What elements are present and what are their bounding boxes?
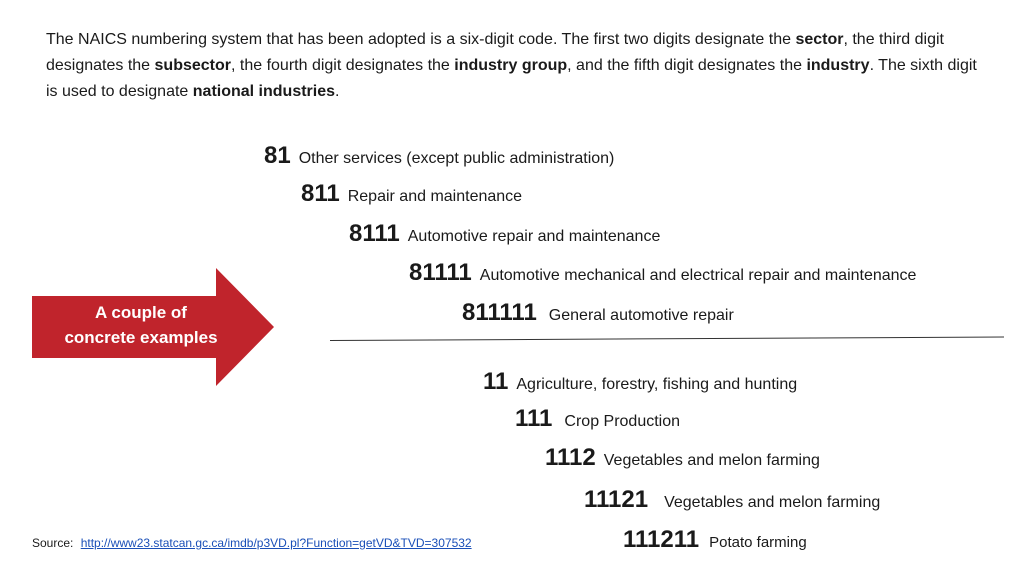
callout-line-1: A couple of (95, 303, 187, 322)
naics-description: Vegetables and melon farming (664, 494, 881, 511)
source-citation (32, 536, 472, 550)
naics-description: Automotive repair and maintenance (407, 228, 661, 245)
examples-divider (330, 336, 1004, 341)
example2-row-subsector (515, 405, 680, 433)
example1-row-industry-group (349, 220, 660, 248)
naics-description: Agriculture, forestry, fishing and hunting (516, 376, 798, 393)
naics-description: Vegetables and melon farming (603, 452, 820, 469)
naics-description: Other services (except public administration) (298, 150, 615, 167)
intro-paragraph (46, 27, 986, 105)
callout-line-2: concrete examples (64, 328, 218, 347)
naics-description: Repair and maintenance (347, 188, 523, 205)
example2-row-national-industry (623, 526, 807, 554)
term-sector: sector (795, 31, 844, 48)
intro-text: . The sixth digit is used to designate (46, 57, 977, 100)
example2-row-sector (483, 368, 797, 396)
term-national-industries: national industries (192, 83, 336, 100)
intro-text: , and the fifth digit designates the (567, 57, 807, 74)
example1-row-sector (264, 142, 614, 170)
intro-text: , the third digit designates the (46, 31, 944, 74)
term-industry: industry (806, 57, 870, 74)
naics-code: 81111 (409, 259, 472, 286)
intro-text: The NAICS numbering system that has been adopted is a six-digit code. The first two digits designate the (46, 31, 796, 48)
naics-description: Potato farming (709, 534, 807, 551)
naics-code: 811 (301, 180, 340, 207)
naics-code: 11121 (584, 486, 649, 513)
example1-row-industry (409, 259, 916, 287)
example2-row-industry-group (545, 444, 820, 472)
naics-description: General automotive repair (548, 307, 734, 324)
naics-code: 1112 (545, 444, 596, 471)
intro-text: . (335, 83, 340, 100)
naics-code: 111211 (623, 526, 700, 553)
example1-row-national-industry (462, 299, 734, 327)
example1-row-subsector (301, 180, 522, 208)
source-label: Source: (32, 536, 74, 550)
naics-code: 11 (483, 368, 509, 395)
term-subsector: subsector (154, 57, 231, 74)
example2-row-industry (584, 486, 880, 514)
source-link[interactable]: http://www23.statcan.gc.ca/imdb/p3VD.pl?Function=getVD&TVD=307532 (80, 536, 472, 550)
naics-code: 8111 (349, 220, 400, 247)
callout-text (40, 300, 242, 350)
naics-description: Automotive mechanical and electrical repair and maintenance (479, 267, 917, 284)
naics-description: Crop Production (564, 413, 681, 430)
naics-code: 111 (515, 405, 553, 432)
intro-text: , the fourth digit designates the (231, 57, 455, 74)
naics-code: 81 (264, 142, 291, 169)
naics-code: 811111 (462, 299, 537, 326)
term-industry-group: industry group (454, 57, 568, 74)
